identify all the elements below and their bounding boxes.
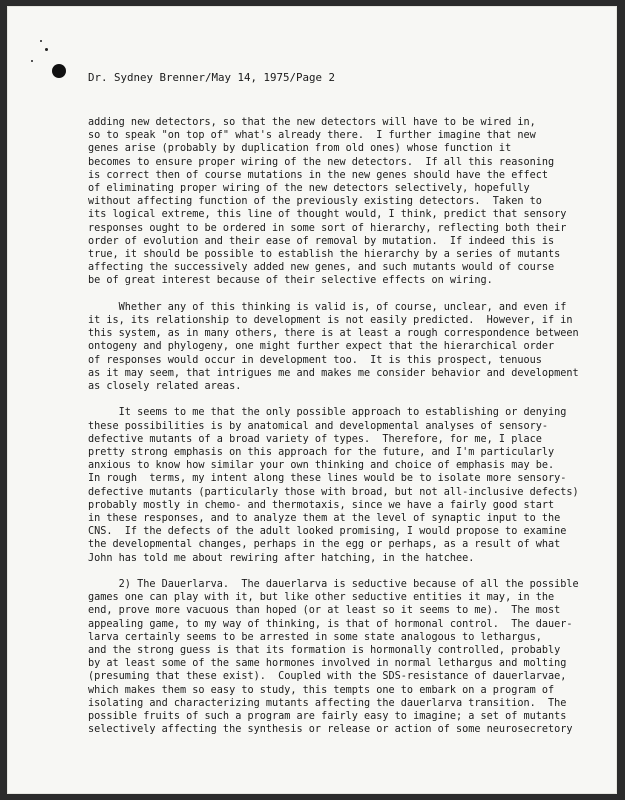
ink-speck <box>31 60 33 62</box>
paragraph <box>88 301 608 393</box>
text-line: probably mostly in chemo- and thermotaxis, since we have a fairly good start <box>88 499 555 511</box>
text-line: its logical extreme, this line of thought would, I think, predict that sensory <box>88 209 567 221</box>
paragraph-gap <box>88 565 608 578</box>
text-line: in these responses, and to analyze them at the level of synaptic input to the <box>88 513 561 525</box>
letter-body <box>88 116 608 737</box>
text-line: which makes them so easy to study, this tempts one to embark on a program of <box>88 684 555 696</box>
text-line: (presuming that these exist). Coupled with the SDS-resistance of dauerlarvae, <box>88 671 567 683</box>
text-line: CNS. If the defects of the adult looked promising, I would propose to examine <box>88 526 567 538</box>
text-line: of responses would occur in development too. It is this prospect, tenuous <box>88 354 542 366</box>
text-line: In rough terms, my intent along these lines would be to isolate more sensory- <box>88 473 567 485</box>
text-line: Whether any of this thinking is valid is, of course, unclear, and even if <box>88 301 567 313</box>
text-line: true, it should be possible to establish the hierarchy by a series of mutants <box>88 249 561 261</box>
text-line: pretty strong emphasis on this approach for the future, and I'm particularly <box>88 447 555 459</box>
text-line: order of evolution and their ease of removal by mutation. If indeed this is <box>88 235 555 247</box>
text-line: without affecting function of the previously existing detectors. Taken to <box>88 196 542 208</box>
text-line: by at least some of the same hormones involved in normal lethargus and molting <box>88 658 567 670</box>
text-line: these possibilities is by anatomical and developmental analyses of sensory- <box>88 420 549 432</box>
text-line: defective mutants (particularly those with broad, but not all-inclusive defects) <box>88 486 579 498</box>
text-line: ontogeny and phylogeny, one might further expect that the hierarchical order <box>88 341 555 353</box>
paragraph <box>88 406 608 564</box>
text-line: responses ought to be ordered in some sort of hierarchy, reflecting both their <box>88 222 567 234</box>
text-line: genes arise (probably by duplication from old ones) whose function it <box>88 143 512 155</box>
text-line: games one can play with it, but like other seductive entities it may, in the <box>88 592 555 604</box>
ink-speck <box>45 48 48 51</box>
text-line: the developmental changes, perhaps in the egg or perhaps, as a result of what <box>88 539 561 551</box>
text-line: is correct then of course mutations in the new genes should have the effect <box>88 169 549 181</box>
text-line: It seems to me that the only possible approach to establishing or denying <box>88 407 567 419</box>
text-line: end, prove more vacuous than hoped (or at least so it seems to me). The most <box>88 605 561 617</box>
text-line: as closely related areas. <box>88 381 242 393</box>
paragraph-gap <box>88 393 608 406</box>
text-line: this system, as in many others, there is at least a rough correspondence between <box>88 328 579 340</box>
text-line: affecting the successively added new genes, and such mutants would of course <box>88 262 555 274</box>
text-line: appealing game, to my way of thinking, is that of hormonal control. The dauer- <box>88 618 573 630</box>
paragraph-gap <box>88 288 608 301</box>
text-line: so to speak "on top of" what's already there. I further imagine that new <box>88 130 536 142</box>
text-line: becomes to ensure proper wiring of the new detectors. If all this reasoning <box>88 156 555 168</box>
text-line: it is, its relationship to development is not easily predicted. However, if in <box>88 315 573 327</box>
text-line: and the strong guess is that its formation is hormonally controlled, probably <box>88 645 561 657</box>
text-line: defective mutants of a broad variety of types. Therefore, for me, I place <box>88 433 542 445</box>
text-line: larva certainly seems to be arrested in some state analogous to lethargus, <box>88 631 542 643</box>
text-line: be of great interest because of their selective effects on wiring. <box>88 275 493 287</box>
text-line: selectively affecting the synthesis or release or action of some neurosecretory <box>88 724 573 736</box>
paragraph <box>88 578 608 736</box>
ink-speck <box>40 40 42 42</box>
text-line: anxious to know how similar your own thinking and choice of emphasis may be. <box>88 460 555 472</box>
text-line: of eliminating proper wiring of the new detectors selectively, hopefully <box>88 183 530 195</box>
text-line: as it may seem, that intrigues me and makes me consider behavior and development <box>88 367 579 379</box>
text-line: possible fruits of such a program are fairly easy to imagine; a set of mutants <box>88 711 567 723</box>
page-header: Dr. Sydney Brenner/May 14, 1975/Page 2 <box>88 71 336 84</box>
punch-hole <box>52 64 66 78</box>
text-line: adding new detectors, so that the new detectors will have to be wired in, <box>88 117 536 128</box>
paragraph <box>88 116 608 288</box>
text-line: John has told me about rewiring after hatching, in the hatchee. <box>88 552 475 564</box>
text-line: 2) The Dauerlarva. The dauerlarva is seductive because of all the possible <box>88 579 579 591</box>
text-line: isolating and characterizing mutants affecting the dauerlarva transition. The <box>88 697 567 709</box>
